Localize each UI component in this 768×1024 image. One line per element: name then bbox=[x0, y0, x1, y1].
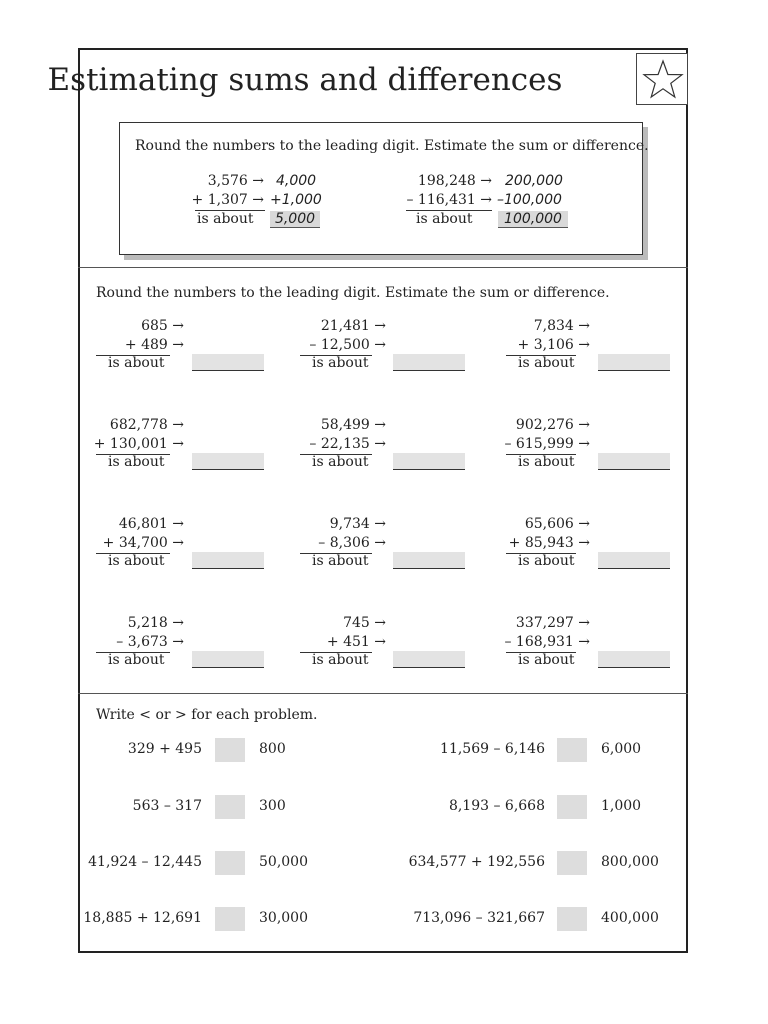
answer-field[interactable] bbox=[192, 354, 264, 371]
problem-label: is about bbox=[108, 553, 165, 569]
answer-field[interactable] bbox=[192, 552, 264, 569]
example-left-answer: 5,000 bbox=[270, 211, 320, 228]
example-left-line2: + 1,307 → bbox=[191, 192, 264, 208]
comparison-value: 1,000 bbox=[601, 798, 642, 814]
problem-label: is about bbox=[312, 652, 369, 668]
example-left-line1: 3,576 → bbox=[207, 173, 264, 189]
answer-field[interactable] bbox=[598, 453, 670, 470]
problem-label: is about bbox=[312, 454, 369, 470]
problem-second-number: – 168,931 → bbox=[504, 634, 590, 650]
comparison-answer-box[interactable] bbox=[215, 738, 245, 762]
section2-instruction: Round the numbers to the leading digit. Estimate the sum or difference. bbox=[96, 285, 610, 301]
problem-second-number: + 451 → bbox=[326, 634, 386, 650]
problem-first-number: 58,499 → bbox=[320, 417, 386, 433]
example-right-line2: – 116,431 → bbox=[406, 192, 492, 208]
problem-first-number: 685 → bbox=[141, 318, 184, 334]
star-icon bbox=[641, 58, 685, 102]
answer-field[interactable] bbox=[598, 552, 670, 569]
comparison-expression: 18,885 + 12,691 bbox=[83, 910, 202, 926]
answer-field[interactable] bbox=[393, 453, 465, 470]
problem-label: is about bbox=[518, 553, 575, 569]
answer-field[interactable] bbox=[192, 453, 264, 470]
problem-first-number: 745 → bbox=[343, 615, 386, 631]
comparison-value: 6,000 bbox=[601, 741, 642, 757]
problem-label: is about bbox=[108, 652, 165, 668]
comparison-expression: 41,924 – 12,445 bbox=[88, 854, 202, 870]
section-divider bbox=[78, 267, 688, 268]
page-title: Estimating sums and differences bbox=[47, 62, 563, 98]
comparison-value: 300 bbox=[259, 798, 286, 814]
example-right-round1: 200,000 bbox=[505, 173, 563, 189]
comparison-expression: 634,577 + 192,556 bbox=[408, 854, 545, 870]
answer-field[interactable] bbox=[393, 354, 465, 371]
comparison-answer-box[interactable] bbox=[557, 907, 587, 931]
problem-second-number: + 130,001 → bbox=[93, 436, 184, 452]
comparison-answer-box[interactable] bbox=[215, 795, 245, 819]
comparison-answer-box[interactable] bbox=[557, 851, 587, 875]
example-instruction: Round the numbers to the leading digit. Estimate the sum or difference. bbox=[135, 138, 649, 154]
comparison-expression: 8,193 – 6,668 bbox=[448, 798, 545, 814]
section3-instruction: Write < or > for each problem. bbox=[96, 707, 318, 723]
section-divider bbox=[78, 693, 688, 694]
example-left-label: is about bbox=[197, 211, 254, 227]
comparison-answer-box[interactable] bbox=[557, 738, 587, 762]
problem-first-number: 337,297 → bbox=[515, 615, 590, 631]
comparison-answer-box[interactable] bbox=[557, 795, 587, 819]
comparison-answer-box[interactable] bbox=[215, 851, 245, 875]
problem-first-number: 682,778 → bbox=[109, 417, 184, 433]
comparison-value: 400,000 bbox=[601, 910, 659, 926]
problem-second-number: + 34,700 → bbox=[102, 535, 184, 551]
problem-first-number: 65,606 → bbox=[524, 516, 590, 532]
problem-second-number: – 12,500 → bbox=[309, 337, 386, 353]
answer-field[interactable] bbox=[393, 651, 465, 668]
comparison-expression: 11,569 – 6,146 bbox=[440, 741, 545, 757]
comparison-value: 800 bbox=[259, 741, 286, 757]
example-right-line1: 198,248 → bbox=[417, 173, 492, 189]
example-right-answer: 100,000 bbox=[498, 211, 568, 228]
problem-second-number: – 8,306 → bbox=[318, 535, 386, 551]
example-right-round2: –100,000 bbox=[497, 192, 562, 208]
comparison-value: 50,000 bbox=[259, 854, 308, 870]
star-badge bbox=[636, 53, 688, 105]
problem-second-number: – 22,135 → bbox=[309, 436, 386, 452]
problem-second-number: + 3,106 → bbox=[517, 337, 590, 353]
comparison-expression: 713,096 – 321,667 bbox=[413, 910, 545, 926]
problem-first-number: 5,218 → bbox=[127, 615, 184, 631]
problem-first-number: 9,734 → bbox=[329, 516, 386, 532]
problem-label: is about bbox=[108, 454, 165, 470]
answer-field[interactable] bbox=[192, 651, 264, 668]
comparison-answer-box[interactable] bbox=[215, 907, 245, 931]
example-left-round1: 4,000 bbox=[276, 173, 317, 189]
problem-label: is about bbox=[108, 355, 165, 371]
problem-label: is about bbox=[518, 355, 575, 371]
problem-first-number: 46,801 → bbox=[118, 516, 184, 532]
problem-first-number: 21,481 → bbox=[320, 318, 386, 334]
answer-field[interactable] bbox=[598, 354, 670, 371]
comparison-expression: 329 + 495 bbox=[127, 741, 202, 757]
comparison-value: 800,000 bbox=[601, 854, 659, 870]
comparison-expression: 563 – 317 bbox=[132, 798, 202, 814]
answer-field[interactable] bbox=[598, 651, 670, 668]
problem-second-number: – 615,999 → bbox=[504, 436, 590, 452]
example-right-label: is about bbox=[416, 211, 473, 227]
problem-second-number: – 3,673 → bbox=[116, 634, 184, 650]
problem-second-number: + 489 → bbox=[124, 337, 184, 353]
problem-label: is about bbox=[312, 553, 369, 569]
problem-label: is about bbox=[312, 355, 369, 371]
answer-field[interactable] bbox=[393, 552, 465, 569]
problem-label: is about bbox=[518, 454, 575, 470]
problem-first-number: 7,834 → bbox=[533, 318, 590, 334]
problem-second-number: + 85,943 → bbox=[508, 535, 590, 551]
problem-label: is about bbox=[518, 652, 575, 668]
comparison-value: 30,000 bbox=[259, 910, 308, 926]
problem-first-number: 902,276 → bbox=[515, 417, 590, 433]
example-left-round2: +1,000 bbox=[270, 192, 322, 208]
